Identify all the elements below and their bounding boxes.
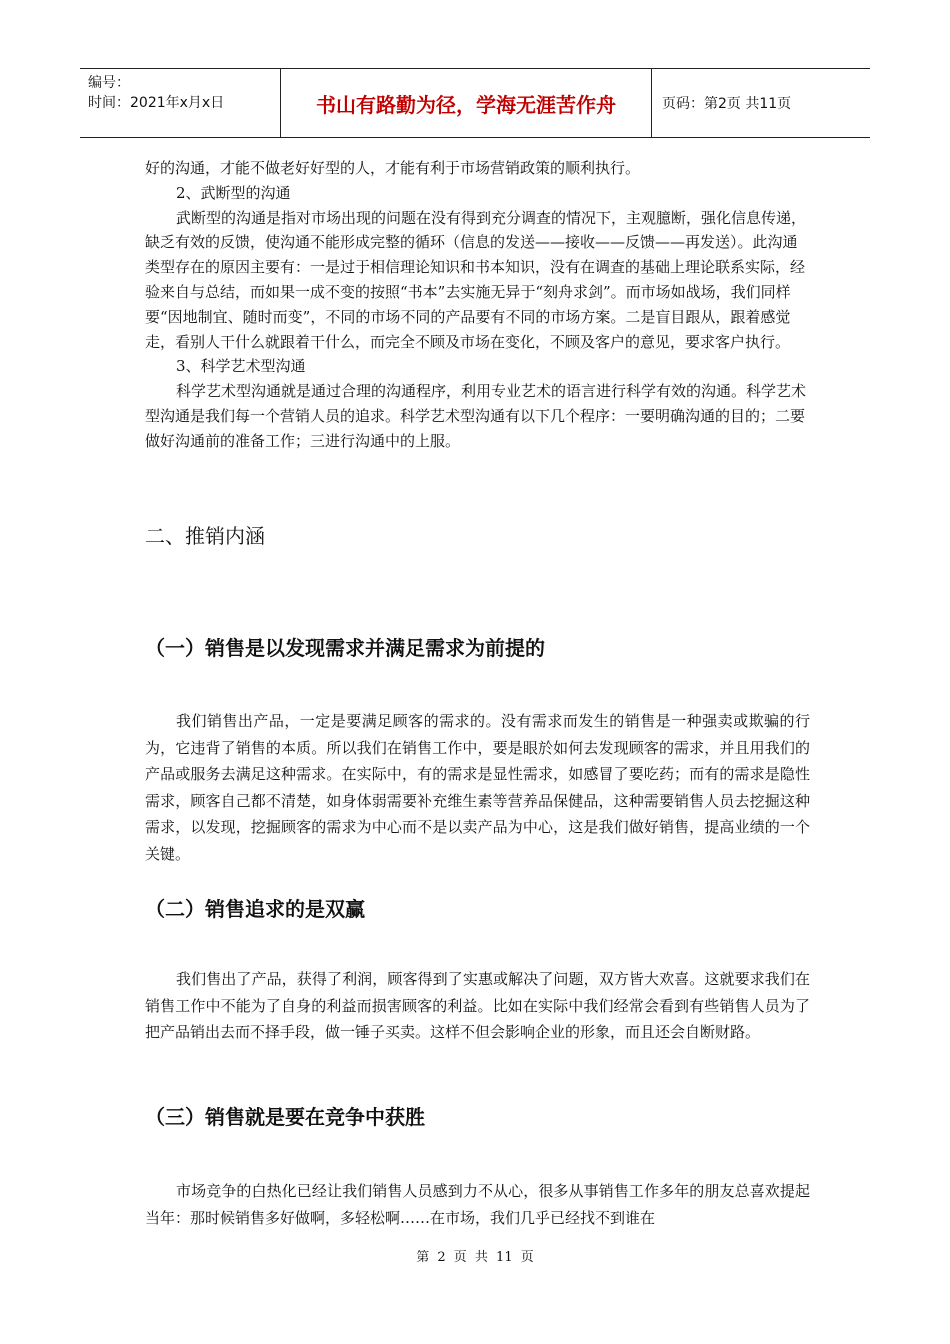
- item2-title: 2、武断型的沟通: [176, 183, 291, 202]
- item3-title: 3、科学艺术型沟通: [176, 357, 306, 376]
- number-label: 编号：: [88, 75, 130, 91]
- item3-text: 科学艺术型沟通就是通过合理的沟通程序，利用专业艺术的语言进行科学有效的沟通。科学艺术型沟通是我们每一个营销人员的追求。科学艺术型沟通有以下几个程序：一要明确沟通的目的；二要做好沟通前的准备工作；三进行沟通中的上服。: [145, 382, 807, 450]
- subsection-1-text: 我们销售出产品，一定是要满足顾客的需求的。没有需求而发生的销售是一种强卖或欺骗的行为，它违背了销售的本质。所以我们在销售工作中，要是眼於如何去发现顾客的需求，并且用我们的产品或服务去满足这种需求。在实际中，有的需求是显性需求，如感冒了要吃药；而有的需求是隐性需求，顾客自己都不清楚，如身体弱需要补充维生素等营养品保健品，这种需要销售人员去挖掘这种需求，以发现，挖掘顾客的需求为中心而不是以卖产品为中心，这是我们做好销售，提高业绩的一个关键。: [145, 712, 810, 863]
- subsection-3-text: 市场竞争的白热化已经让我们销售人员感到力不从心，很多从事销售工作多年的朋友总喜欢提起当年：那时候销售多好做啊，多轻松啊……在市场，我们几乎已经找不到谁在: [145, 1182, 810, 1227]
- intro-line: 好的沟通，才能不做老好好型的人，才能有利于市场营销政策的顺利执行。: [145, 159, 641, 177]
- header-meta: [80, 69, 281, 137]
- section-heading: 二、推销内涵: [145, 524, 265, 548]
- page-footer: 第 2 页 共 11 页: [416, 1250, 534, 1265]
- subsection-2-heading: （二）销售追求的是双赢: [145, 897, 365, 921]
- header-motto: 书山有路勤为径，学海无涯苦作舟: [281, 69, 652, 137]
- subsection-3-heading: （三）销售就是要在竞争中获胜: [145, 1105, 425, 1129]
- intro-block: [145, 156, 810, 454]
- page-header: [80, 68, 870, 138]
- item2-text: 武断型的沟通是指对市场出现的问题在没有得到充分调查的情况下，主观臆断，强化信息传递，缺乏有效的反馈，使沟通不能形成完整的循环（信息的发送——接收——反馈——再发送）。此沟通类型存在的原因主要有：一是过于相信理论知识和书本知识，没有在调查的基础上理论联系实际，经验来自与总结，而如果一成不变的按照“书本”去实施无异于“刻舟求剑”。而市场如战场，我们同样要“因地制宜、随时而变”，不同的市场不同的产品要有不同的市场方案。二是盲目跟从，跟着感觉走，看别人干什么就跟着干什么，而完全不顾及市场在变化，不顾及客户的意见，要求客户执行。: [145, 208, 807, 351]
- subsection-1-heading: （一）销售是以发现需求并满足需求为前提的: [145, 636, 545, 660]
- date-label: 时间：2021年x月x日: [88, 95, 225, 111]
- header-page-info: 页码：第2页 共11页: [662, 96, 792, 112]
- subsection-2-text: 我们售出了产品，获得了利润，顾客得到了实惠或解决了问题，双方皆大欢喜。这就要求我们在销售工作中不能为了自身的利益而损害顾客的利益。比如在实际中我们经常会看到有些销售人员为了把产品销出去而不择手段，做一锤子买卖。这样不但会影响企业的形象，而且还会自断财路。: [145, 970, 810, 1041]
